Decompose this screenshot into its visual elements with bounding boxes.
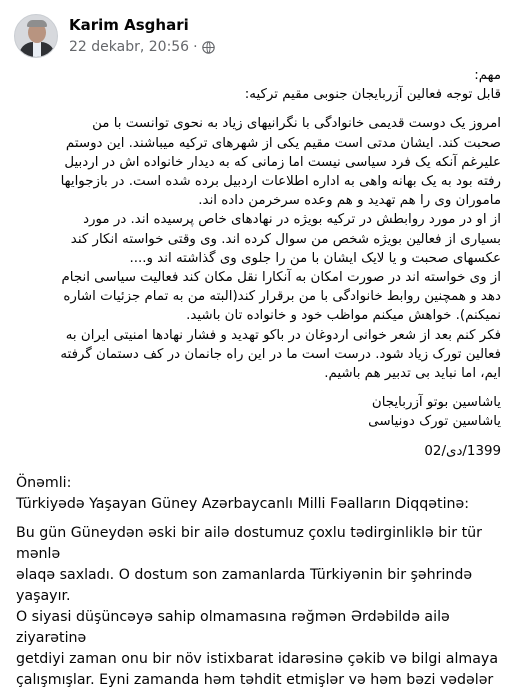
meta-separator: · bbox=[193, 39, 198, 55]
post-date[interactable]: 22 dekabr, 20:56 bbox=[69, 39, 190, 55]
fa-line: بسیاری از فعالین بویژه شخص من سوال کرده اند. وی وقتی خواسته انکار کند bbox=[70, 231, 501, 247]
fa-line: ایم، اما نباید بی تدبیر هم باشیم. bbox=[324, 366, 501, 382]
post-meta bbox=[69, 39, 215, 55]
avatar[interactable] bbox=[14, 14, 58, 58]
az-line: Önəmli: bbox=[16, 474, 72, 491]
fa-line: فعالین تورک زیاد شود. درست است ما در این راه جانمان در کف دستمان گرفته bbox=[60, 346, 501, 362]
avatar-hair bbox=[27, 20, 47, 27]
az-line: əlaqə saxladı. O dostum son zamanlarda Türkiyənin bir şəhrində yaşayır. bbox=[16, 566, 473, 604]
fa-line: رفته بود به یک بهانه واهی به اداره اطلاعات اردبیل برده شده است. در بازجوایها bbox=[60, 174, 501, 190]
fa-line: فکر کنم بعد از شعر خوانی اردوغان در باکو تهدید و فشار نهادها امنیتی ایران به bbox=[65, 327, 501, 343]
fa-line: قابل توجه فعالین آزربایجان جنوبی مقیم ترکیه: bbox=[244, 87, 501, 103]
fa-line: عکسهای صحبت و یا لایک ایشان با من را جلوی وی گذاشته اند و.... bbox=[129, 250, 501, 266]
fa-line: یاشاسین بوتو آزربایجان bbox=[371, 395, 501, 411]
paragraph-gap bbox=[16, 432, 501, 442]
paragraph-gap bbox=[16, 515, 501, 523]
post-header bbox=[14, 12, 507, 62]
fa-line: یاشاسین تورک دونیاسی bbox=[368, 414, 501, 430]
az-line: Türkiyədə Yaşayan Güney Azərbaycanlı Milli Fəalların Diqqətinə: bbox=[16, 495, 470, 512]
fa-line: از او در مورد روابطش در ترکیه بویژه در نهادهای خاص پرسیده اند. در مورد bbox=[83, 212, 501, 228]
fa-line: از وی خواسته اند در صورت امکان به آنکارا نقل مکان کند فعالیت سیاسی انجام bbox=[61, 270, 501, 286]
paragraph-gap bbox=[16, 104, 501, 114]
fa-line: مهم: bbox=[474, 68, 501, 83]
az-line: O siyasi düşüncəyə sahip olmamasına rəğmən Ərdəbildə ailə ziyarətinə bbox=[16, 608, 450, 646]
fa-line: علیرغم آنکه یک فرد سیاسی نیست اما زمانی که به دیدار خانواده اش در اردبیل bbox=[64, 154, 501, 170]
fa-line: امروز یک دوست قدیمی خانوادگی با نگرانیهای زیاد به نحوی توانست با من bbox=[92, 116, 501, 132]
paragraph-gap bbox=[16, 383, 501, 393]
az-line: getdiyi zaman onu bir növ istixbarat idarəsinə çəkib və bilgi almaya bbox=[16, 650, 499, 667]
fa-date: 1399/دی/02 bbox=[424, 443, 501, 459]
post-body bbox=[16, 66, 501, 691]
fa-line: نمیکنم). خواهش میکنم مواظب خود و خانواده تان باشید. bbox=[186, 308, 501, 324]
persian-text bbox=[16, 66, 501, 461]
fa-line: ماموران وی را هم تهدید و هم وعده سرخرمن داده اند. bbox=[198, 193, 501, 209]
fa-line: صحبت کند. ایشان مدتی است مقیم یکی از شهرهای ترکیه میباشند. این دوستم bbox=[65, 135, 501, 151]
author-name[interactable]: Karim Asghari bbox=[69, 16, 189, 34]
globe-icon[interactable] bbox=[202, 41, 215, 54]
azerbaijani-text bbox=[16, 473, 501, 691]
az-line: Bu gün Güneydən əski bir ailə dostumuz çoxlu tədirginliklə bir tür mənlə bbox=[16, 524, 482, 562]
avatar-shirt bbox=[33, 42, 41, 58]
fa-line: دهد و همچنین روابط خانوادگی با من برقرار کند(البته من به تمام جزئیات اشاره bbox=[63, 289, 501, 305]
az-line: çalışmışlar. Eyni zamanda həm təhdit etmişlər və həm bəzi vədələr bbox=[16, 671, 494, 688]
